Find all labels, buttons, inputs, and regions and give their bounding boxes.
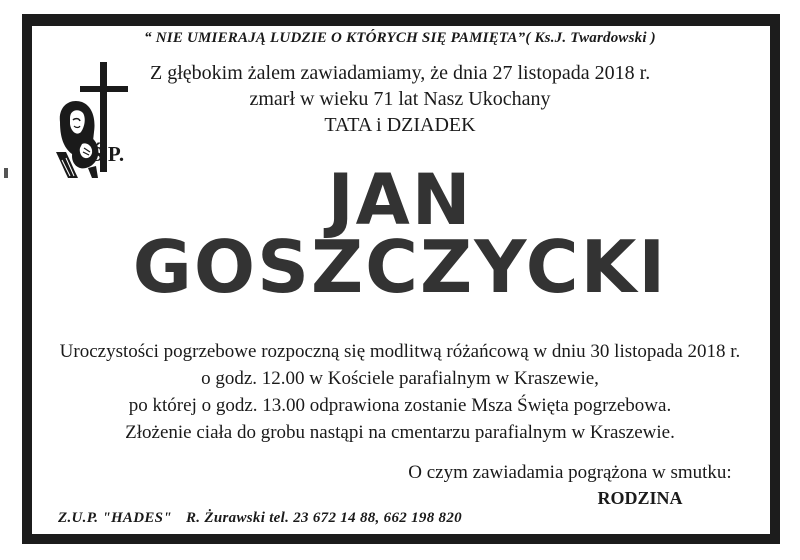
closing-statement: O czym zawiadamia pogrążona w smutku: bbox=[408, 462, 732, 483]
sp-label: Ś.P. bbox=[91, 142, 125, 166]
funeral-line: o godz. 12.00 w Kościele parafialnym w Kraszewie, bbox=[201, 368, 599, 389]
funeral-line: Złożenie ciała do grobu nastąpi na cmentarzu parafialnym w Kraszewie. bbox=[125, 422, 675, 443]
scan-mark bbox=[4, 168, 8, 178]
funeral-home-contact: R. Żurawski tel. 23 672 14 88, 662 198 820 bbox=[186, 510, 462, 526]
funeral-home-footer bbox=[58, 510, 462, 527]
announcement-line: TATA i DZIADEK bbox=[324, 114, 476, 136]
deceased-last-name: GOSZCZYCKI bbox=[132, 225, 668, 309]
announcement-line: zmarł w wieku 71 lat Nasz Ukochany bbox=[249, 88, 551, 110]
death-announcement bbox=[150, 60, 650, 138]
funeral-line: po której o godz. 13.00 odprawiona zostanie Msza Święta pogrzebowa. bbox=[128, 395, 672, 416]
family-signature: RODZINA bbox=[597, 488, 683, 508]
funeral-home-name: Z.U.P. "HADES" bbox=[58, 510, 172, 526]
funeral-details bbox=[40, 338, 760, 446]
deceased-first-name: JAN bbox=[327, 159, 473, 241]
announcement-line: Z głębokim żalem zawiadamiamy, że dnia 27 listopada 2018 r. bbox=[150, 62, 651, 84]
funeral-line: Uroczystości pogrzebowe rozpoczną się modlitwą różańcową w dniu 30 listopada 2018 r. bbox=[59, 341, 741, 362]
memorial-quote: “ NIE UMIERAJĄ LUDZIE O KTÓRYCH SIĘ PAMIĘTA”( Ks.J. Twardowski ) bbox=[144, 30, 656, 46]
